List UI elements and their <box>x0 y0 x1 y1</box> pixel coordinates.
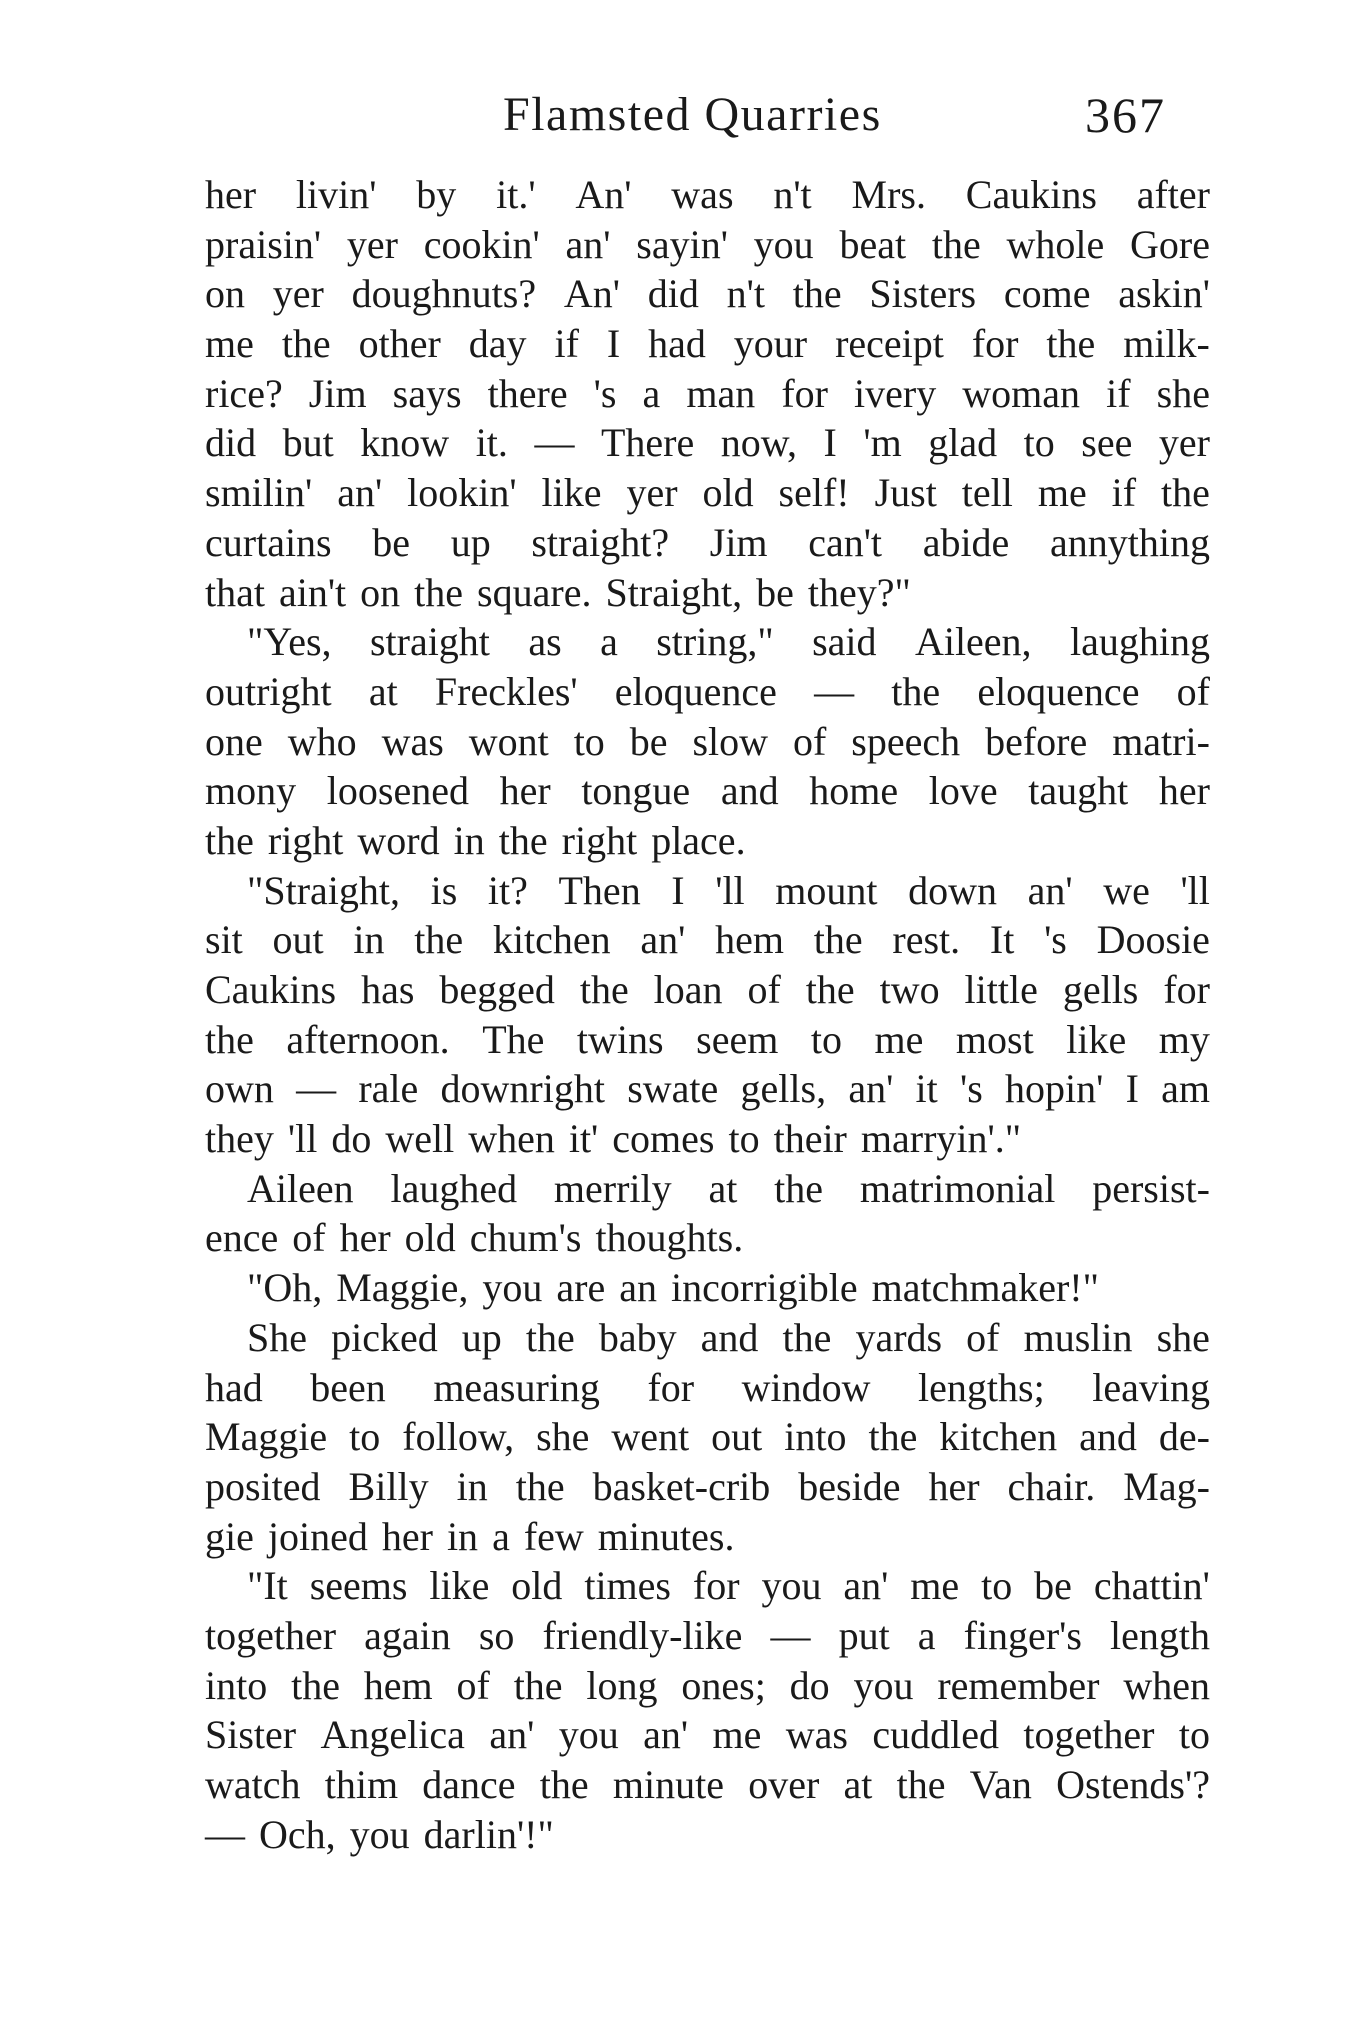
page-number: 367 <box>1085 87 1166 143</box>
text-line: Caukins has begged the loan of the two little gells for <box>205 967 1210 1012</box>
text-line: that ain't on the square. Straight, be they?" <box>205 569 911 615</box>
text-line: "It seems like old times for you an' me to be chattin' <box>247 1563 1210 1609</box>
text-line: watch thim dance the minute over at the Van Ostends'? <box>205 1762 1210 1807</box>
text-line: Aileen laughed merrily at the matrimonial persist- <box>247 1165 1210 1211</box>
running-head <box>205 80 1205 150</box>
text-line: rice? Jim says there 's a man for ivery woman if she <box>205 370 1210 416</box>
text-line: the right word in the right place. <box>205 817 746 863</box>
text-line: gie joined her in a few minutes. <box>205 1513 735 1559</box>
text-line: praisin' yer cookin' an' sayin' you beat the whole Gore <box>205 221 1210 267</box>
text-line: did but know it. — There now, I 'm glad to see yer <box>205 420 1210 466</box>
text-line: smilin' an' lookin' like yer old self! Just tell me if the <box>205 470 1210 516</box>
text-line: on yer doughnuts? An' did n't the Sisters come askin' <box>205 271 1210 317</box>
text-line: sit out in the kitchen an' hem the rest. It 's Doosie <box>205 917 1210 963</box>
text-line: curtains be up straight? Jim can't abide annything <box>205 519 1210 565</box>
text-line: mony loosened her tongue and home love taught her <box>205 768 1210 814</box>
text-line: me the other day if I had your receipt for the milk- <box>205 321 1210 367</box>
text-line: into the hem of the long ones; do you remember when <box>205 1662 1210 1708</box>
text-line: together again so friendly-like — put a finger's length <box>205 1612 1210 1658</box>
running-title: Flamsted Quarries <box>503 88 882 141</box>
text-line: "Yes, straight as a string," said Aileen, laughing <box>247 619 1210 665</box>
text-line: outright at Freckles' eloquence — the eloquence of <box>205 668 1210 714</box>
body-text <box>205 170 1210 1859</box>
text-line: the afternoon. The twins seem to me most like my <box>205 1016 1210 1062</box>
text-line: posited Billy in the basket-crib beside her chair. Mag- <box>205 1463 1210 1509</box>
text-line: ence of her old chum's thoughts. <box>205 1215 744 1261</box>
text-line: "Oh, Maggie, you are an incorrigible matchmaker!" <box>247 1265 1099 1311</box>
text-line: Sister Angelica an' you an' me was cuddled together to <box>205 1712 1210 1758</box>
text-line: "Straight, is it? Then I 'll mount down an' we 'll <box>247 867 1210 913</box>
text-line: one who was wont to be slow of speech before matri- <box>205 718 1210 764</box>
text-line: they 'll do well when it' comes to their marryin'." <box>205 1116 1022 1162</box>
text-line: She picked up the baby and the yards of muslin she <box>247 1314 1210 1360</box>
text-line: her livin' by it.' An' was n't Mrs. Caukins after <box>205 172 1210 217</box>
text-line: had been measuring for window lengths; leaving <box>205 1364 1210 1410</box>
text-line: — Och, you darlin'!" <box>205 1811 554 1857</box>
text-line: own — rale downright swate gells, an' it 's hopin' I am <box>205 1066 1210 1112</box>
text-line: Maggie to follow, she went out into the kitchen and de- <box>205 1414 1210 1460</box>
